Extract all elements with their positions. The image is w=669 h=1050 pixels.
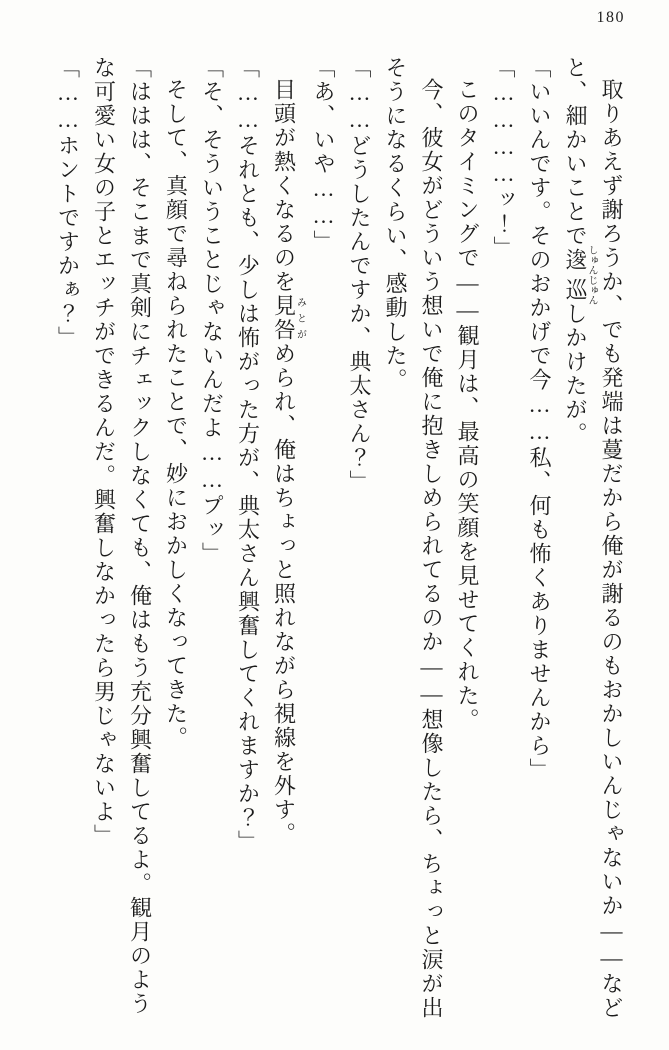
furigana-annotation: 逡巡しゅんじゅん bbox=[563, 245, 597, 305]
furigana-annotation: 見咎みとが bbox=[271, 294, 306, 342]
paragraph-narration: このタイミングで――観月は、最高の笑顔を見せてくれた。 bbox=[455, 78, 480, 732]
paragraph-dialogue: 「……それとも、少しは怖がった方が、典太さん興奮してくれますか？」 bbox=[235, 56, 261, 854]
page-number: 180 bbox=[596, 9, 625, 26]
paragraph-narration: そして、真顔で尋ねられたことで、妙におかしくなってきた。 bbox=[163, 78, 189, 750]
paragraph-dialogue: 「そ、そういうことじゃないんだよ……プッ」 bbox=[199, 56, 225, 566]
paragraph-dialogue: 「……ホントですかぁ？」 bbox=[55, 56, 81, 350]
paragraph-dialogue: 「……どうしたんですか、典太さん？」 bbox=[347, 56, 372, 494]
paragraph-narration: 今、彼女がどういう想いで俺に抱きしめられてるのか――想像したら、ちょっと涙が出そうになるくらい、感動した。 bbox=[383, 56, 444, 1020]
paragraph-dialogue: 「いいんです。そのおかげで今……私、何も怖くありませんから」 bbox=[527, 56, 552, 782]
novel-text-area bbox=[49, 56, 629, 1021]
paragraph-dialogue: 「あ、いや……」 bbox=[311, 56, 336, 254]
paragraph-narration: 取りあえず謝ろうか、でも発端は蔓だから俺が謝るのもおかしいんじゃないか――などと、細かいことで逡巡しゅんじゅんしかけたが。 bbox=[563, 56, 624, 1020]
paragraph-dialogue: 「ははは、そこまで真剣にチェックしなくても、俺はもう充分興奮してるよ。観月のような可愛い女の子とエッチができるんだ。興奮しなかったら男じゃないよ」 bbox=[91, 56, 153, 1016]
paragraph-narration: 目頭が熱くなるのを見咎みとがめられ、俺はちょっと照れながら視線を外す。 bbox=[271, 78, 306, 846]
paragraph-dialogue: 「…………ッ！」 bbox=[491, 56, 516, 260]
